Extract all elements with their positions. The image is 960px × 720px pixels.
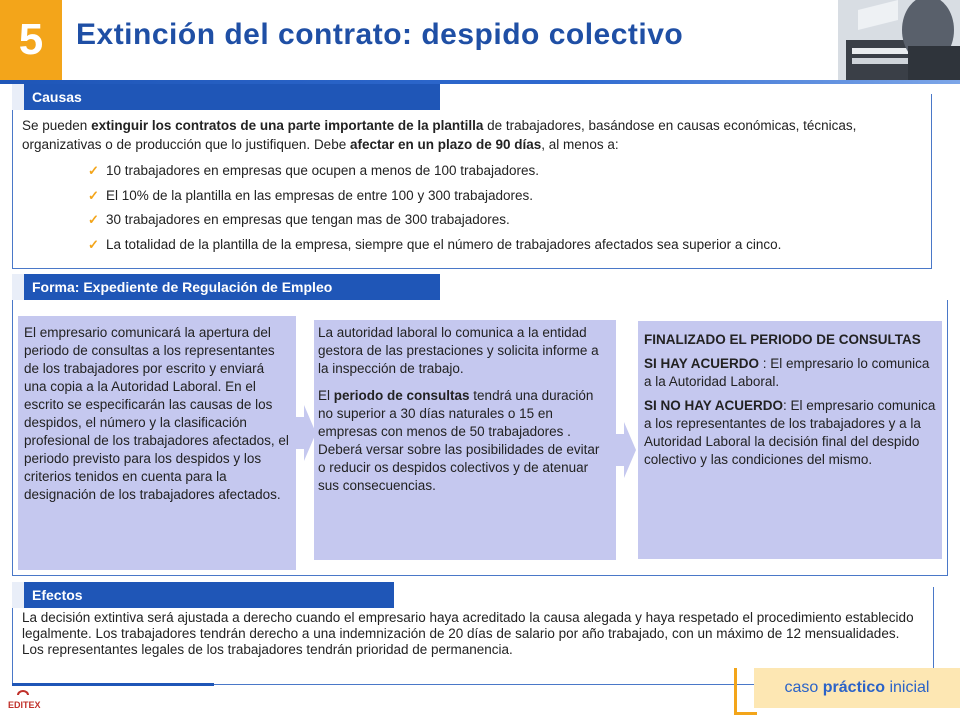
efectos-tab-label: Efectos (32, 587, 83, 603)
causas-text-1: Se pueden (22, 118, 92, 133)
no-acuerdo-label: SI NO HAY ACUERDO (644, 398, 784, 413)
chapter-number: 5 (0, 0, 62, 80)
footer-divider (12, 683, 214, 686)
caso-practico-button[interactable] (754, 668, 960, 708)
publisher-logo (8, 690, 41, 710)
caso-label-2: práctico (822, 679, 886, 696)
causas-intro (22, 116, 928, 154)
check-icon: ✓ (88, 187, 99, 203)
efectos-text: La decisión extintiva será ajustada a derecho cuando el empresario haya acreditado la causa alegada y haya respetado el procedimiento establecido legalmente. Los trabajadores tendrán derecho a una indemnización de 20 días de salario por año trabajado, con un máximo de 12 mensualidades. Los representantes legales de los trabajadores tendrán prioridad de permanencia. (22, 610, 914, 657)
list-item (88, 208, 928, 233)
forma-box-autoridad-text-2 (318, 387, 610, 495)
editex-icon (16, 690, 30, 700)
list-item (88, 159, 928, 184)
no-acuerdo-text: : El empresario comunica a los representantes de los trabajadores y a la Autoridad Laboral la decisión final del despido colectivo y las condiciones del mismo. (644, 398, 936, 467)
publisher-name: EDITEX (8, 700, 41, 710)
list-item-text: El 10% de la plantilla en las empresas de entre 100 y 300 trabajadores. (106, 187, 534, 203)
list-item-text: 30 trabajadores en empresas que tengan mas de 300 trabajadores. (106, 212, 510, 227)
page-title: Extinción del contrato: despido colectivo (76, 18, 684, 51)
forma-box-empresario-text: El empresario comunicará la apertura del periodo de consultas a los representantes de los trabajadores por escrito y enviará una copia a la Autoridad Laboral. En el escrito se especificarán las causas de los despidos, el número y la clasificación profesional de los trabajadores afectados, el periodo previsto para los despidos y los criterios tenidos en cuenta para la designación de los trabajadores afectados. (24, 325, 289, 502)
causas-tab-label: Causas (32, 89, 82, 105)
list-item-text: La totalidad de la plantilla de la empresa, siempre que el número de trabajadores afectados sea superior a cinco. (106, 236, 782, 252)
caso-label-3: inicial (889, 679, 930, 696)
causas-text-3: , al menos a: (541, 137, 619, 152)
periodo-prefix: El (318, 388, 334, 403)
causas-bold-2: afectar en un plazo de 90 días (349, 137, 542, 152)
check-icon: ✓ (88, 212, 99, 227)
forma-tab-label: Forma: Expediente de Regulación de Empleo (32, 279, 333, 295)
caso-label-1: caso (784, 679, 819, 696)
forma-tab (12, 274, 440, 300)
finalizado-title: FINALIZADO EL PERIODO DE CONSULTAS (644, 332, 921, 347)
check-icon: ✓ (88, 163, 99, 178)
efectos-tab (12, 582, 394, 608)
si-acuerdo-text: : El empresario lo comunica a la Autoridad Laboral. (644, 356, 930, 389)
causas-list (88, 159, 928, 257)
causas-tab (12, 84, 440, 110)
finalizado-no-acuerdo (644, 397, 936, 469)
periodo-bold: periodo de consultas (333, 388, 470, 403)
header-photo (838, 0, 960, 80)
list-item (88, 233, 928, 258)
forma-box-finalizado (638, 321, 942, 559)
periodo-text: tendrá una duración no superior a 30 días naturales o 15 en empresas con menos de 50 trabajadores . Deberá versar sobre las posibilidades de evitar o reducir os despidos colectivos y de atenuar sus consecuencias. (318, 388, 600, 493)
causas-bold-1: extinguir los contratos de una parte importante de la plantilla (91, 118, 484, 133)
arrow-right-icon (614, 422, 636, 478)
list-item (88, 184, 928, 209)
forma-box-autoridad-text-1: La autoridad laboral lo comunica a la entidad gestora de las prestaciones y solicita informe a la inspección de trabajo. (318, 325, 599, 376)
list-item-text: 10 trabajadores en empresas que ocupen a menos de 100 trabajadores. (106, 163, 540, 178)
forma-box-autoridad (314, 320, 616, 560)
si-acuerdo-label: SI HAY ACUERDO (644, 356, 760, 371)
forma-box-empresario (18, 316, 296, 570)
causas-text-2: de trabajadores, basándose en causas económicas, técnicas, organizativas o de producción que lo justifiquen. Debe (22, 118, 857, 152)
check-icon: ✓ (88, 236, 99, 252)
arrow-right-icon (294, 405, 316, 461)
finalizado-si-acuerdo (644, 355, 936, 391)
